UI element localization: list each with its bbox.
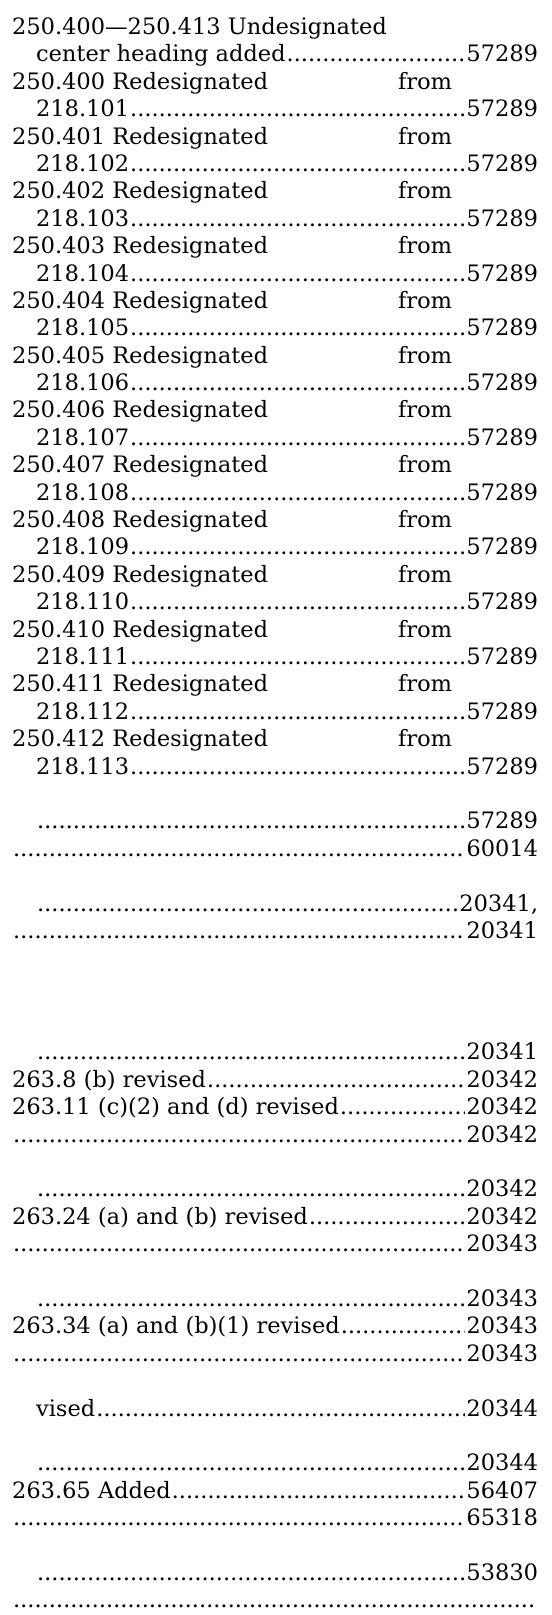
entry-text: 218.108: [36, 479, 130, 506]
page-number: 20342: [466, 1094, 538, 1121]
entry-text: from: [398, 561, 452, 588]
entry-line: [12, 891, 538, 918]
entry-text: from: [398, 507, 452, 534]
cutoff-previous-line: [0, 0, 552, 14]
entry-line: [12, 233, 538, 260]
entry-line: [12, 534, 538, 561]
entry-line: [12, 1231, 538, 1258]
entry-line: [12, 397, 538, 424]
index-entry: [12, 1259, 538, 1314]
entry-text: from: [398, 233, 452, 260]
index-entry: [12, 1094, 538, 1121]
entry-line: [12, 589, 538, 616]
entry-line: [12, 1341, 538, 1368]
page-number: 20342: [466, 1066, 538, 1093]
page-number: 57289: [466, 753, 538, 780]
index-entry: [12, 1478, 538, 1505]
section-number: 250.403: [12, 233, 106, 260]
section-number: 250.409: [12, 561, 106, 588]
dot-leader: [130, 644, 465, 671]
section-number: 250.405: [12, 342, 106, 369]
index-entry: [12, 1231, 538, 1258]
section-number: 250.410: [12, 616, 106, 643]
entry-text: from: [398, 178, 452, 205]
dot-leader: [207, 1067, 466, 1094]
entry-line: [12, 1587, 538, 1614]
entry-line: [12, 1149, 538, 1176]
entry-line: [12, 151, 538, 178]
entry-text: 218.113: [36, 753, 130, 780]
entry-text: 263.34 (a) and (b)(1) revised: [12, 1313, 340, 1340]
dot-leader: [13, 1122, 465, 1149]
index-entry: [12, 671, 538, 726]
index-entry: [12, 233, 538, 288]
entry-line: [12, 1423, 538, 1450]
index-entry: [12, 507, 538, 562]
entry-text: 218.105: [36, 315, 130, 342]
dot-leader: [13, 918, 465, 945]
page-number: 57289: [466, 589, 538, 616]
index-entry: [12, 918, 538, 973]
entry-text: from: [398, 671, 452, 698]
entry-text: 218.107: [36, 424, 130, 451]
page-number: [12, 945, 538, 972]
entry-text: Redesignated: [112, 507, 268, 534]
page-number: 20342: [466, 1203, 538, 1230]
dot-leader: [130, 96, 465, 123]
entry-text: from: [398, 342, 452, 369]
dot-leader: [130, 151, 465, 178]
entry-text: Redesignated: [112, 287, 268, 314]
dot-leader: [13, 1231, 465, 1258]
entry-text: 218.101: [36, 96, 130, 123]
dot-leader: [130, 261, 465, 288]
entry-text: 218.112: [36, 698, 130, 725]
entry-line: 250.400—250.413 Undesignated: [12, 14, 387, 40]
entry-text: 218.109: [36, 534, 130, 561]
index-entry: [12, 1368, 538, 1423]
page-number: 57289: [466, 424, 538, 451]
dot-leader: [130, 754, 465, 781]
index-entry: [12, 985, 538, 1067]
dot-leader: [130, 370, 465, 397]
index-entry: [12, 1505, 538, 1532]
page-number: 57289: [466, 534, 538, 561]
entry-text: from: [398, 397, 452, 424]
index-entry: [12, 452, 538, 507]
entry-line: [12, 1176, 538, 1203]
entry-line: [12, 315, 538, 342]
index-entry: [12, 1587, 538, 1614]
page-number: 65318: [466, 1505, 538, 1532]
page-number: 57289: [466, 260, 538, 287]
entry-line: [12, 726, 538, 753]
index-entry: [12, 781, 538, 836]
entry-line: [12, 1368, 538, 1395]
page-number: 57289: [466, 150, 538, 177]
entry-line: [12, 1094, 538, 1121]
page-number: 57289: [466, 315, 538, 342]
index-entry: [12, 726, 538, 781]
entry-line: [12, 1067, 538, 1094]
entry-line: [12, 206, 538, 233]
page-number: 20343: [466, 1340, 538, 1367]
index-entry: [12, 1313, 538, 1340]
page-number: 57289: [466, 205, 538, 232]
dot-leader: [37, 1039, 465, 1066]
entry-text: Redesignated: [112, 616, 268, 643]
index-entry: [12, 124, 538, 179]
index-entry: [12, 178, 538, 233]
dot-leader: [130, 315, 465, 342]
entry-line: [12, 808, 538, 835]
dot-leader: [130, 699, 465, 726]
entry-line: [12, 178, 538, 205]
entry-line: [12, 1204, 538, 1231]
entry-line: [12, 671, 538, 698]
index-entry: [12, 863, 538, 918]
entry-text: Redesignated: [112, 671, 268, 698]
section-number: 250.408: [12, 507, 106, 534]
section-number: 250.400: [12, 68, 106, 95]
entry-line: [12, 1012, 538, 1039]
page-number: 20341: [466, 917, 538, 944]
entry-text: from: [398, 452, 452, 479]
page-number: 20342: [466, 1176, 538, 1203]
dot-leader: [340, 1094, 466, 1121]
entry-line: [12, 1505, 538, 1532]
entry-line: [12, 1532, 538, 1559]
dot-leader: [96, 1396, 465, 1423]
index-entry: [12, 1149, 538, 1204]
page-number: 20343: [466, 1313, 538, 1340]
index-entry: [12, 14, 538, 69]
entry-text: from: [398, 616, 452, 643]
section-number: 250.411: [12, 671, 106, 698]
entry-line: [12, 1122, 538, 1149]
dot-leader: [37, 1450, 465, 1477]
dot-leader: [37, 1560, 465, 1587]
page-number: 20343: [466, 1285, 538, 1312]
index-entry: [12, 1204, 538, 1231]
dot-leader: [13, 1341, 465, 1368]
entry-text: Redesignated: [112, 397, 268, 424]
entry-text: 218.110: [36, 589, 130, 616]
dot-leader: [37, 808, 465, 835]
entry-line: [12, 1313, 538, 1340]
section-number: 250.406: [12, 397, 106, 424]
index-entry: [12, 1341, 538, 1368]
entry-line: [12, 836, 538, 863]
entry-line: [12, 124, 538, 151]
section-number: 250.401: [12, 123, 106, 150]
entry-line: [12, 1259, 538, 1286]
entry-line: [12, 863, 538, 890]
entry-line: [12, 452, 538, 479]
page-number: 20344: [466, 1395, 538, 1422]
dot-leader: [130, 425, 465, 452]
entry-line: [12, 288, 538, 315]
page-number: 57289: [466, 96, 538, 123]
page-number: 57289: [466, 41, 538, 68]
entry-text: from: [398, 68, 452, 95]
dot-leader: [37, 1176, 465, 1203]
dot-leader: [172, 1478, 466, 1505]
entry-text: 218.103: [36, 205, 130, 232]
entry-text: from: [398, 726, 452, 753]
dot-leader: [13, 836, 465, 863]
index-entry: [12, 397, 538, 452]
entry-text: from: [398, 123, 452, 150]
entry-line: [12, 96, 538, 123]
index-entry: [12, 562, 538, 617]
entry-line: [12, 425, 538, 452]
dot-leader: [130, 589, 465, 616]
entry-line: [12, 781, 538, 808]
section-number: 250.404: [12, 287, 106, 314]
page-number: 57289: [466, 370, 538, 397]
entry-text: [452, 781, 538, 808]
entry-line: [12, 617, 538, 644]
page-number: 57289: [466, 808, 538, 835]
entry-text: Redesignated: [112, 178, 268, 205]
spacer: [12, 973, 538, 985]
page-number: 56407: [466, 1477, 538, 1504]
entry-text: 263.24 (a) and (b) revised: [12, 1203, 308, 1230]
index-entry: [12, 288, 538, 343]
entry-line: [12, 370, 538, 397]
entry-line: [12, 1450, 538, 1477]
index-entry: [12, 836, 538, 863]
entry-text: center heading added: [36, 41, 286, 68]
page-number: 57289: [466, 643, 538, 670]
entry-line: [12, 507, 538, 534]
page-number: 20344: [466, 1450, 538, 1477]
index-entry: [12, 343, 538, 398]
entry-line: [12, 754, 538, 781]
entry-line: [12, 644, 538, 671]
page-number: 20343: [466, 1231, 538, 1258]
index-entry: [12, 69, 538, 124]
entry-line: [12, 1286, 538, 1313]
dot-leader: [37, 891, 458, 918]
section-number: 250.407: [12, 452, 106, 479]
index-entry: [12, 1067, 538, 1094]
entry-line: [12, 562, 538, 589]
entry-line: [12, 1478, 538, 1505]
page-number: 57289: [466, 479, 538, 506]
entry-text: 263.8 (b) revised: [12, 1066, 206, 1093]
entry-line: [12, 343, 538, 370]
entry-text: Redesignated: [112, 561, 268, 588]
index-entry: [12, 1122, 538, 1149]
entry-line: [12, 261, 538, 288]
dot-leader: [13, 1505, 465, 1532]
page-number: 57289: [466, 698, 538, 725]
entry-text: from: [398, 287, 452, 314]
page-number: 60014: [466, 835, 538, 862]
entry-line: [12, 918, 538, 945]
index-entry: [12, 617, 538, 672]
entry-text: 263.65 Added: [12, 1477, 171, 1504]
entry-text: Redesignated: [112, 68, 268, 95]
entry-text: 263.11 (c)(2) and (d) revised: [12, 1094, 339, 1121]
entry-line: [12, 480, 538, 507]
entry-text: Redesignated: [112, 452, 268, 479]
entry-line: [12, 699, 538, 726]
page-number: 20341,: [459, 890, 538, 917]
entry-line: [12, 985, 538, 1012]
entry-text: vised: [36, 1395, 96, 1422]
dot-leader: [309, 1204, 466, 1231]
entry-text: 218.106: [36, 370, 130, 397]
section-number: 250.412: [12, 726, 106, 753]
entry-text: Redesignated: [112, 726, 268, 753]
dot-leader: [286, 41, 465, 68]
entry-text: 218.102: [36, 150, 130, 177]
dot-leader: [13, 1587, 537, 1614]
dot-leader: [130, 534, 465, 561]
entry-line: [12, 1396, 538, 1423]
dot-leader: [130, 480, 465, 507]
section-number: 250.402: [12, 178, 106, 205]
entry-text: Redesignated: [112, 233, 268, 260]
entry-text: 218.104: [36, 260, 130, 287]
page-number: 20342: [466, 1121, 538, 1148]
dot-leader: [341, 1313, 466, 1340]
page-number: 20341: [466, 1039, 538, 1066]
entry-text: 218.111: [36, 643, 130, 670]
dot-leader: [130, 206, 465, 233]
dot-leader: [37, 1286, 465, 1313]
entry-text: Redesignated: [112, 123, 268, 150]
entry-text: Redesignated: [112, 342, 268, 369]
page-number: 53830: [466, 1559, 538, 1586]
entry-line: [12, 1039, 538, 1066]
entry-line: [12, 41, 538, 68]
entry-line: [12, 69, 538, 96]
entry-line: [12, 1560, 538, 1587]
index-entry: [12, 1423, 538, 1478]
